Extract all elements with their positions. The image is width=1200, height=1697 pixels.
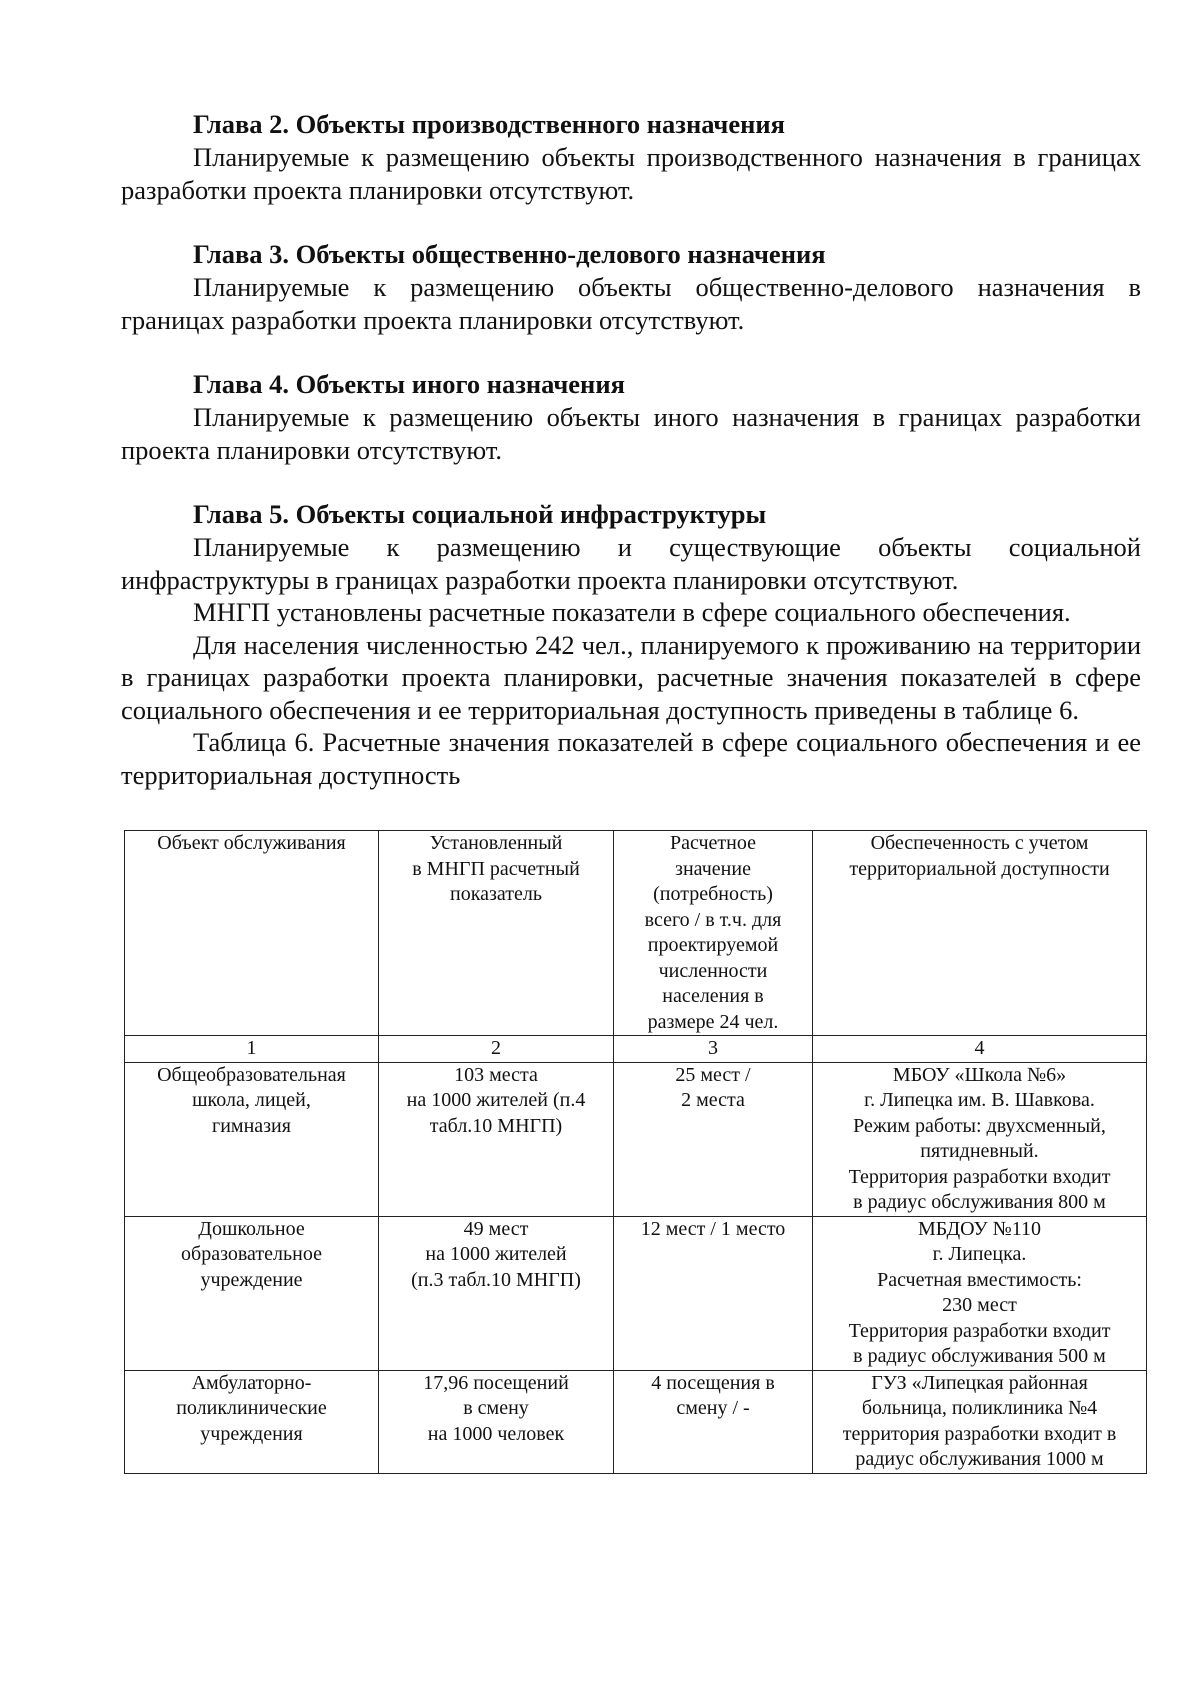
cell-line: в МНГП расчетный <box>412 857 580 880</box>
table-cell <box>125 1216 379 1370</box>
cell-line: Режим работы: двухсменный, <box>853 1114 1106 1137</box>
chapter-heading: Глава 5. Объекты социальной инфраструктуры <box>193 499 767 529</box>
cell-line: размере 24 чел. <box>647 1010 779 1033</box>
cell-line: на 1000 человек <box>427 1422 565 1445</box>
social-infrastructure-table <box>124 830 1147 1474</box>
table-cell <box>614 1370 813 1473</box>
cell-line: в радиус обслуживания 500 м <box>853 1345 1106 1367</box>
chapter-heading: Глава 4. Объекты иного назначения <box>193 369 625 399</box>
cell-line: учреждение <box>200 1268 303 1291</box>
cell-line: Объект обслуживания <box>157 832 346 854</box>
table-cell <box>813 1216 1147 1370</box>
column-number-cell: 1 <box>125 1036 379 1063</box>
cell-line: 17,96 посещений <box>423 1371 569 1394</box>
cell-line: г. Липецка им. В. Шавкова. <box>864 1089 1095 1111</box>
cell-line: МБОУ «Школа №6» <box>892 1063 1067 1086</box>
table-cell <box>379 1216 614 1370</box>
cell-line: 49 мест <box>463 1217 529 1240</box>
paragraph: Планируемые к размещению объекты общественно-делового назначения в границах разработки проекта планировки отсутствуют. <box>121 272 1141 335</box>
paragraph: МНГП установлены расчетные показатели в сфере социального обеспечения. <box>193 597 1071 627</box>
paragraph: Планируемые к размещению объекты производственного назначения в границах разработки проекта планировки отсутствуют. <box>121 142 1141 205</box>
chapter-2 <box>121 108 1141 206</box>
paragraph: Планируемые к размещению и существующие объекты социальной инфраструктуры в границах разработки проекта планировки отсутствуют. <box>121 532 1141 595</box>
cell-line: территориальной доступности <box>849 857 1110 880</box>
table-row <box>125 1370 1147 1473</box>
column-number-row <box>125 1036 1147 1063</box>
cell-line: гимназия <box>212 1114 291 1137</box>
cell-line: (потребность) <box>653 883 773 905</box>
cell-line: больница, поликлиника №4 <box>861 1397 1098 1419</box>
cell-line: проектируемой <box>647 934 779 956</box>
cell-line: численности <box>658 959 768 982</box>
cell-line: Территория разработки входит <box>848 1165 1111 1188</box>
cell-line: ГУЗ «Липецкая районная <box>871 1371 1088 1394</box>
table-cell <box>379 1062 614 1216</box>
cell-line: Расчетное <box>670 832 756 854</box>
cell-line: 4 посещения в <box>651 1371 775 1394</box>
cell-line: территория разработки входит в <box>842 1422 1117 1445</box>
table-caption: Таблица 6. Расчетные значения показателей в сфере социального обеспечения и ее территориальная доступность <box>121 727 1141 790</box>
cell-line: на 1000 жителей <box>425 1243 567 1265</box>
column-number-cell: 4 <box>813 1036 1147 1063</box>
document-page <box>121 108 1141 791</box>
cell-line: 12 мест / 1 место <box>640 1217 786 1240</box>
cell-line: радиус обслуживания 1000 м <box>855 1448 1104 1470</box>
cell-line: МБДОУ №110 <box>918 1217 1041 1240</box>
cell-line: показатель <box>450 883 542 905</box>
cell-line: Обеспеченность с учетом <box>870 832 1089 854</box>
cell-line: Территория разработки входит <box>848 1319 1111 1342</box>
cell-line: в смену <box>463 1397 529 1419</box>
table-cell <box>379 1370 614 1473</box>
cell-line: г. Липецка. <box>932 1243 1027 1265</box>
cell-line: населения в <box>662 985 764 1007</box>
table-cell <box>125 1370 379 1473</box>
header-cell <box>813 831 1147 1036</box>
cell-line: учреждения <box>200 1422 303 1445</box>
chapter-heading: Глава 2. Объекты производственного назначения <box>193 109 785 139</box>
paragraph: Планируемые к размещению объекты иного назначения в границах разработки проекта планировки отсутствуют. <box>121 402 1141 465</box>
cell-line: 103 места <box>454 1063 538 1086</box>
table-row <box>125 1216 1147 1370</box>
cell-line: Дошкольное <box>198 1217 305 1240</box>
cell-line: значение <box>675 857 751 880</box>
chapter-3 <box>121 238 1141 336</box>
cell-line: школа, лицей, <box>192 1089 311 1111</box>
table-row <box>125 1062 1147 1216</box>
cell-line: 25 мест / <box>675 1063 751 1086</box>
paragraph: Для населения численностью 242 чел., планируемого к проживанию на территории в границах разработки проекта планировки, расчетные значения показателей в сфере социального обеспечения и ее территориальная доступность приведены в таблице 6. <box>121 629 1141 725</box>
header-cell <box>379 831 614 1036</box>
column-number-cell: 2 <box>379 1036 614 1063</box>
cell-line: Общеобразовательная <box>157 1063 346 1086</box>
chapter-4 <box>121 368 1141 466</box>
chapter-heading: Глава 3. Объекты общественно-делового назначения <box>193 239 826 269</box>
cell-line: 230 мест <box>942 1294 1017 1316</box>
table-cell <box>614 1216 813 1370</box>
cell-line: 2 места <box>681 1089 745 1111</box>
cell-line: смену / - <box>676 1397 750 1419</box>
cell-line: Установленный <box>429 832 563 854</box>
cell-line: Амбулаторно- <box>191 1371 312 1394</box>
table-cell <box>813 1062 1147 1216</box>
cell-line: образовательное <box>181 1243 322 1265</box>
table-header-row <box>125 831 1147 1036</box>
cell-line: на 1000 жителей (п.4 <box>406 1089 586 1111</box>
cell-line: поликлинические <box>176 1397 327 1419</box>
chapter-5 <box>121 498 1141 791</box>
column-number-cell: 3 <box>614 1036 813 1063</box>
table-cell <box>125 1062 379 1216</box>
header-cell <box>614 831 813 1036</box>
cell-line: Расчетная вместимость: <box>877 1268 1082 1291</box>
header-cell <box>125 831 379 1036</box>
cell-line: всего / в т.ч. для <box>644 908 782 931</box>
cell-line: табл.10 МНГП) <box>429 1114 563 1137</box>
cell-line: (п.3 табл.10 МНГП) <box>411 1268 581 1291</box>
table-cell <box>614 1062 813 1216</box>
cell-line: в радиус обслуживания 800 м <box>853 1191 1106 1213</box>
table-cell <box>813 1370 1147 1473</box>
cell-line: пятидневный. <box>920 1140 1039 1162</box>
